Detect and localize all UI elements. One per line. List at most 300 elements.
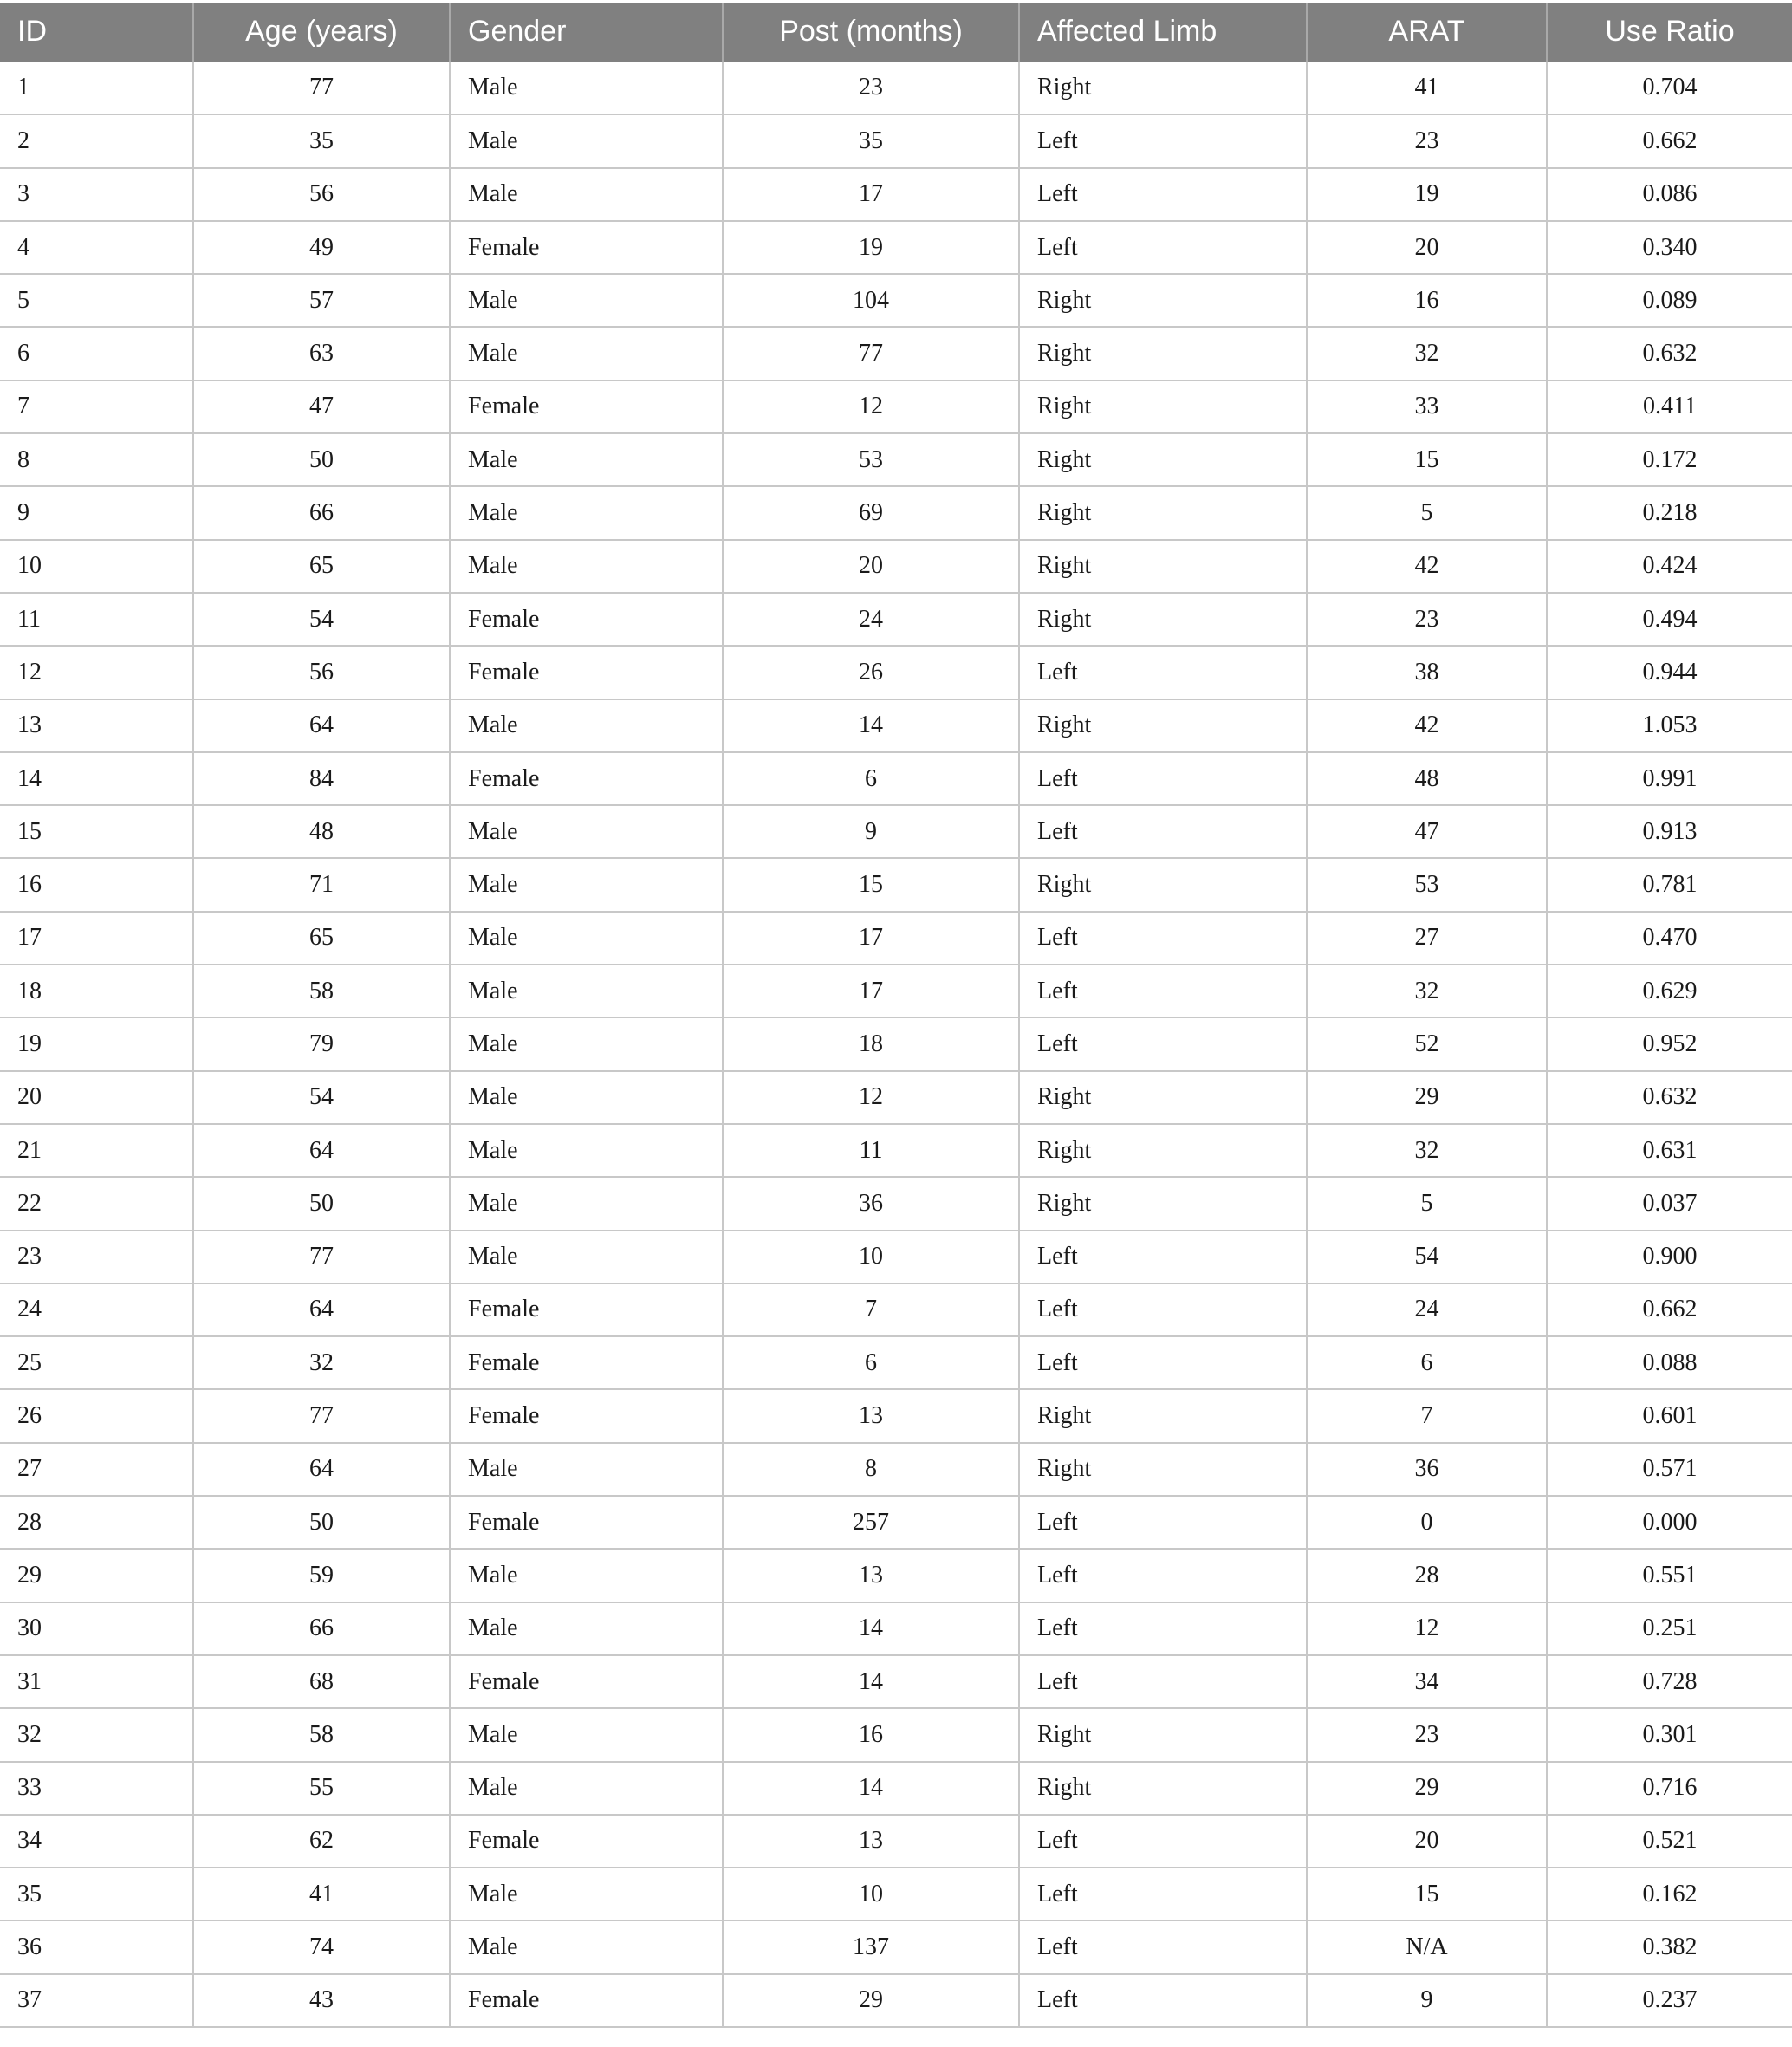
table-row [0,327,1792,380]
header-gender: Gender [450,3,723,62]
cell-use-ratio: 0.716 [1547,1762,1792,1815]
cell-post-months: 53 [723,433,1019,486]
cell-post-months: 9 [723,805,1019,858]
cell-age: 32 [193,1336,450,1389]
cell-affected-limb: Right [1019,1708,1307,1761]
table-row [0,699,1792,752]
cell-use-ratio: 0.521 [1547,1815,1792,1868]
cell-age: 79 [193,1017,450,1070]
cell-post-months: 12 [723,380,1019,433]
cell-affected-limb: Left [1019,1336,1307,1389]
cell-gender: Female [450,593,723,646]
cell-id: 16 [17,871,42,899]
cell-arat: 24 [1307,1283,1547,1336]
cell-gender: Male [450,1549,723,1602]
cell-gender: Male [450,433,723,486]
table-row [0,540,1792,593]
cell-affected-limb: Left [1019,752,1307,805]
cell-id: 31 [17,1667,42,1695]
cell-gender: Male [450,114,723,167]
table-row [0,858,1792,911]
cell-arat: 5 [1307,1177,1547,1230]
table-row [0,1283,1792,1336]
table-body [0,62,1792,2027]
cell-id: 17 [17,924,42,952]
cell-gender: Male [450,965,723,1017]
cell-id: 28 [17,1508,42,1536]
cell-affected-limb: Left [1019,1974,1307,2027]
cell-use-ratio: 0.088 [1547,1336,1792,1389]
cell-affected-limb: Right [1019,274,1307,327]
cell-age: 71 [193,858,450,911]
cell-affected-limb: Right [1019,1443,1307,1496]
cell-affected-limb: Left [1019,1283,1307,1336]
header-id: ID [17,15,47,49]
cell-gender: Male [450,1231,723,1283]
cell-use-ratio: 0.218 [1547,486,1792,539]
cell-gender: Male [450,805,723,858]
cell-arat: 29 [1307,1071,1547,1124]
table-row [0,433,1792,486]
header-use-ratio: Use Ratio [1547,3,1792,62]
cell-post-months: 23 [723,62,1019,114]
cell-id: 10 [17,552,42,580]
cell-age: 50 [193,1177,450,1230]
cell-age: 65 [193,912,450,965]
cell-id: 8 [17,445,29,473]
cell-arat: 15 [1307,1868,1547,1920]
cell-gender: Female [450,1389,723,1442]
cell-arat: 23 [1307,1708,1547,1761]
cell-gender: Male [450,540,723,593]
cell-id: 3 [17,180,29,208]
cell-age: 64 [193,1124,450,1177]
table-row [0,1974,1792,2027]
cell-age: 59 [193,1549,450,1602]
cell-use-ratio: 0.411 [1547,380,1792,433]
cell-arat: 47 [1307,805,1547,858]
table-row [0,1389,1792,1442]
cell-gender: Female [450,1496,723,1549]
table-header [0,3,1792,62]
cell-age: 56 [193,168,450,221]
table-row [0,1496,1792,1549]
cell-affected-limb: Right [1019,1389,1307,1442]
cell-gender: Female [450,380,723,433]
cell-arat: 5 [1307,486,1547,539]
cell-age: 54 [193,593,450,646]
cell-id: 37 [17,1986,42,2014]
cell-post-months: 13 [723,1549,1019,1602]
cell-id: 12 [17,658,42,686]
cell-post-months: 15 [723,858,1019,911]
cell-arat: 32 [1307,1124,1547,1177]
cell-use-ratio: 0.913 [1547,805,1792,858]
cell-post-months: 14 [723,699,1019,752]
table-row [0,274,1792,327]
cell-arat: 9 [1307,1974,1547,2027]
cell-arat: N/A [1307,1920,1547,1973]
cell-post-months: 20 [723,540,1019,593]
cell-post-months: 11 [723,1124,1019,1177]
cell-arat: 32 [1307,327,1547,380]
table-row [0,380,1792,433]
cell-id: 29 [17,1561,42,1589]
cell-post-months: 69 [723,486,1019,539]
table-row [0,168,1792,221]
cell-arat: 53 [1307,858,1547,911]
table-row [0,1920,1792,1973]
cell-affected-limb: Left [1019,1868,1307,1920]
cell-use-ratio: 0.301 [1547,1708,1792,1761]
cell-id: 23 [17,1243,42,1270]
cell-use-ratio: 0.631 [1547,1124,1792,1177]
cell-post-months: 18 [723,1017,1019,1070]
cell-affected-limb: Right [1019,593,1307,646]
cell-arat: 7 [1307,1389,1547,1442]
cell-gender: Male [450,62,723,114]
table-row [0,1336,1792,1389]
cell-gender: Male [450,1602,723,1655]
cell-use-ratio: 0.382 [1547,1920,1792,1973]
cell-affected-limb: Right [1019,380,1307,433]
cell-gender: Male [450,1124,723,1177]
cell-arat: 12 [1307,1602,1547,1655]
cell-use-ratio: 1.053 [1547,699,1792,752]
cell-post-months: 14 [723,1762,1019,1815]
cell-use-ratio: 0.551 [1547,1549,1792,1602]
cell-post-months: 14 [723,1602,1019,1655]
cell-post-months: 16 [723,1708,1019,1761]
cell-gender: Male [450,1443,723,1496]
cell-post-months: 36 [723,1177,1019,1230]
cell-age: 35 [193,114,450,167]
cell-affected-limb: Right [1019,1071,1307,1124]
cell-age: 58 [193,1708,450,1761]
cell-gender: Male [450,1708,723,1761]
cell-use-ratio: 0.340 [1547,221,1792,274]
cell-arat: 42 [1307,540,1547,593]
cell-arat: 32 [1307,965,1547,1017]
cell-age: 64 [193,699,450,752]
cell-affected-limb: Left [1019,168,1307,221]
cell-age: 50 [193,433,450,486]
cell-affected-limb: Right [1019,699,1307,752]
cell-id: 21 [17,1136,42,1164]
cell-age: 58 [193,965,450,1017]
cell-arat: 33 [1307,380,1547,433]
cell-use-ratio: 0.000 [1547,1496,1792,1549]
cell-use-ratio: 0.632 [1547,1071,1792,1124]
cell-post-months: 17 [723,965,1019,1017]
cell-arat: 34 [1307,1655,1547,1708]
cell-post-months: 6 [723,752,1019,805]
cell-id: 2 [17,127,29,154]
cell-gender: Male [450,168,723,221]
cell-affected-limb: Left [1019,1920,1307,1973]
cell-use-ratio: 0.900 [1547,1231,1792,1283]
cell-affected-limb: Left [1019,912,1307,965]
data-table [0,3,1792,2028]
cell-gender: Female [450,1815,723,1868]
cell-id: 14 [17,764,42,792]
cell-age: 55 [193,1762,450,1815]
cell-affected-limb: Left [1019,1549,1307,1602]
table-row [0,1231,1792,1283]
table-row [0,593,1792,646]
table-row [0,1868,1792,1920]
cell-age: 77 [193,62,450,114]
table-row [0,1815,1792,1868]
cell-arat: 20 [1307,221,1547,274]
cell-age: 41 [193,1868,450,1920]
cell-age: 48 [193,805,450,858]
cell-use-ratio: 0.470 [1547,912,1792,965]
cell-affected-limb: Left [1019,221,1307,274]
cell-affected-limb: Right [1019,1124,1307,1177]
table-row [0,646,1792,699]
cell-affected-limb: Right [1019,62,1307,114]
cell-post-months: 17 [723,168,1019,221]
cell-affected-limb: Left [1019,1655,1307,1708]
cell-affected-limb: Left [1019,646,1307,699]
cell-post-months: 6 [723,1336,1019,1389]
cell-gender: Female [450,1655,723,1708]
cell-id: 18 [17,977,42,1004]
header-age: Age (years) [193,3,450,62]
cell-arat: 27 [1307,912,1547,965]
table-row [0,1443,1792,1496]
cell-id: 1 [17,74,29,101]
cell-use-ratio: 0.037 [1547,1177,1792,1230]
cell-age: 65 [193,540,450,593]
cell-gender: Male [450,1177,723,1230]
cell-id: 15 [17,817,42,845]
header-row [0,3,1792,62]
cell-id: 4 [17,233,29,261]
cell-use-ratio: 0.494 [1547,593,1792,646]
cell-gender: Female [450,752,723,805]
cell-arat: 19 [1307,168,1547,221]
cell-id: 22 [17,1189,42,1217]
cell-age: 64 [193,1283,450,1336]
cell-affected-limb: Left [1019,805,1307,858]
cell-use-ratio: 0.601 [1547,1389,1792,1442]
cell-post-months: 19 [723,221,1019,274]
cell-post-months: 104 [723,274,1019,327]
cell-arat: 0 [1307,1496,1547,1549]
table-row [0,62,1792,114]
cell-post-months: 137 [723,1920,1019,1973]
cell-affected-limb: Right [1019,540,1307,593]
cell-gender: Male [450,1920,723,1973]
cell-id: 13 [17,712,42,739]
table-row [0,1549,1792,1602]
table-row [0,1017,1792,1070]
cell-age: 49 [193,221,450,274]
cell-post-months: 12 [723,1071,1019,1124]
cell-id: 24 [17,1296,42,1323]
table-row [0,1602,1792,1655]
table-row [0,752,1792,805]
cell-arat: 23 [1307,114,1547,167]
cell-post-months: 7 [723,1283,1019,1336]
cell-post-months: 17 [723,912,1019,965]
cell-gender: Male [450,699,723,752]
cell-arat: 48 [1307,752,1547,805]
cell-affected-limb: Left [1019,1602,1307,1655]
table-row [0,805,1792,858]
cell-arat: 6 [1307,1336,1547,1389]
table-row [0,1708,1792,1761]
cell-gender: Female [450,1283,723,1336]
cell-use-ratio: 0.662 [1547,114,1792,167]
cell-age: 43 [193,1974,450,2027]
cell-use-ratio: 0.991 [1547,752,1792,805]
cell-age: 84 [193,752,450,805]
cell-use-ratio: 0.424 [1547,540,1792,593]
cell-gender: Male [450,486,723,539]
table-row [0,1762,1792,1815]
cell-arat: 16 [1307,274,1547,327]
cell-id: 34 [17,1827,42,1855]
cell-age: 54 [193,1071,450,1124]
cell-id: 9 [17,499,29,527]
cell-arat: 28 [1307,1549,1547,1602]
cell-post-months: 10 [723,1231,1019,1283]
cell-post-months: 35 [723,114,1019,167]
cell-gender: Male [450,1868,723,1920]
cell-id: 11 [17,605,41,633]
cell-affected-limb: Left [1019,1815,1307,1868]
cell-gender: Male [450,858,723,911]
cell-id: 20 [17,1083,42,1111]
cell-use-ratio: 0.781 [1547,858,1792,911]
cell-age: 77 [193,1389,450,1442]
cell-use-ratio: 0.944 [1547,646,1792,699]
cell-affected-limb: Right [1019,1177,1307,1230]
cell-arat: 41 [1307,62,1547,114]
cell-gender: Female [450,221,723,274]
cell-arat: 29 [1307,1762,1547,1815]
cell-age: 50 [193,1496,450,1549]
cell-age: 68 [193,1655,450,1708]
cell-id: 5 [17,286,29,314]
cell-affected-limb: Left [1019,114,1307,167]
cell-post-months: 29 [723,1974,1019,2027]
table-row [0,486,1792,539]
cell-post-months: 77 [723,327,1019,380]
cell-use-ratio: 0.571 [1547,1443,1792,1496]
cell-gender: Male [450,1017,723,1070]
cell-id: 30 [17,1615,42,1642]
cell-id: 6 [17,340,29,367]
cell-arat: 23 [1307,593,1547,646]
cell-age: 64 [193,1443,450,1496]
table-row [0,114,1792,167]
cell-gender: Male [450,327,723,380]
table-row [0,221,1792,274]
cell-age: 66 [193,1602,450,1655]
cell-gender: Female [450,1336,723,1389]
cell-post-months: 8 [723,1443,1019,1496]
cell-use-ratio: 0.237 [1547,1974,1792,2027]
cell-gender: Male [450,274,723,327]
cell-arat: 54 [1307,1231,1547,1283]
cell-id: 35 [17,1880,42,1907]
table-row [0,1124,1792,1177]
cell-affected-limb: Right [1019,327,1307,380]
cell-post-months: 257 [723,1496,1019,1549]
cell-gender: Female [450,646,723,699]
cell-use-ratio: 0.704 [1547,62,1792,114]
cell-age: 56 [193,646,450,699]
cell-age: 74 [193,1920,450,1973]
table-row [0,1655,1792,1708]
cell-use-ratio: 0.728 [1547,1655,1792,1708]
cell-age: 62 [193,1815,450,1868]
cell-use-ratio: 0.172 [1547,433,1792,486]
cell-post-months: 26 [723,646,1019,699]
cell-use-ratio: 0.629 [1547,965,1792,1017]
cell-use-ratio: 0.162 [1547,1868,1792,1920]
cell-gender: Male [450,912,723,965]
cell-post-months: 24 [723,593,1019,646]
table-row [0,1177,1792,1230]
cell-arat: 52 [1307,1017,1547,1070]
cell-gender: Male [450,1762,723,1815]
cell-id: 25 [17,1348,42,1376]
cell-age: 57 [193,274,450,327]
table-row [0,912,1792,965]
cell-id: 26 [17,1402,42,1430]
cell-id: 7 [17,393,29,420]
cell-id: 19 [17,1030,42,1057]
cell-affected-limb: Right [1019,433,1307,486]
cell-id: 36 [17,1933,42,1961]
cell-arat: 20 [1307,1815,1547,1868]
cell-affected-limb: Right [1019,858,1307,911]
cell-gender: Male [450,1071,723,1124]
cell-use-ratio: 0.089 [1547,274,1792,327]
cell-age: 47 [193,380,450,433]
cell-use-ratio: 0.952 [1547,1017,1792,1070]
table-row [0,1071,1792,1124]
cell-id: 33 [17,1774,42,1802]
cell-age: 63 [193,327,450,380]
cell-use-ratio: 0.251 [1547,1602,1792,1655]
cell-arat: 38 [1307,646,1547,699]
cell-affected-limb: Left [1019,1231,1307,1283]
cell-post-months: 13 [723,1815,1019,1868]
table-row [0,965,1792,1017]
header-affected-limb: Affected Limb [1019,3,1307,62]
header-post-months: Post (months) [723,3,1019,62]
header-arat: ARAT [1307,3,1547,62]
cell-post-months: 10 [723,1868,1019,1920]
cell-id: 32 [17,1720,42,1748]
cell-affected-limb: Right [1019,486,1307,539]
cell-use-ratio: 0.086 [1547,168,1792,221]
cell-post-months: 14 [723,1655,1019,1708]
cell-use-ratio: 0.632 [1547,327,1792,380]
cell-post-months: 13 [723,1389,1019,1442]
cell-arat: 42 [1307,699,1547,752]
cell-arat: 36 [1307,1443,1547,1496]
cell-affected-limb: Left [1019,965,1307,1017]
cell-affected-limb: Left [1019,1496,1307,1549]
cell-use-ratio: 0.662 [1547,1283,1792,1336]
